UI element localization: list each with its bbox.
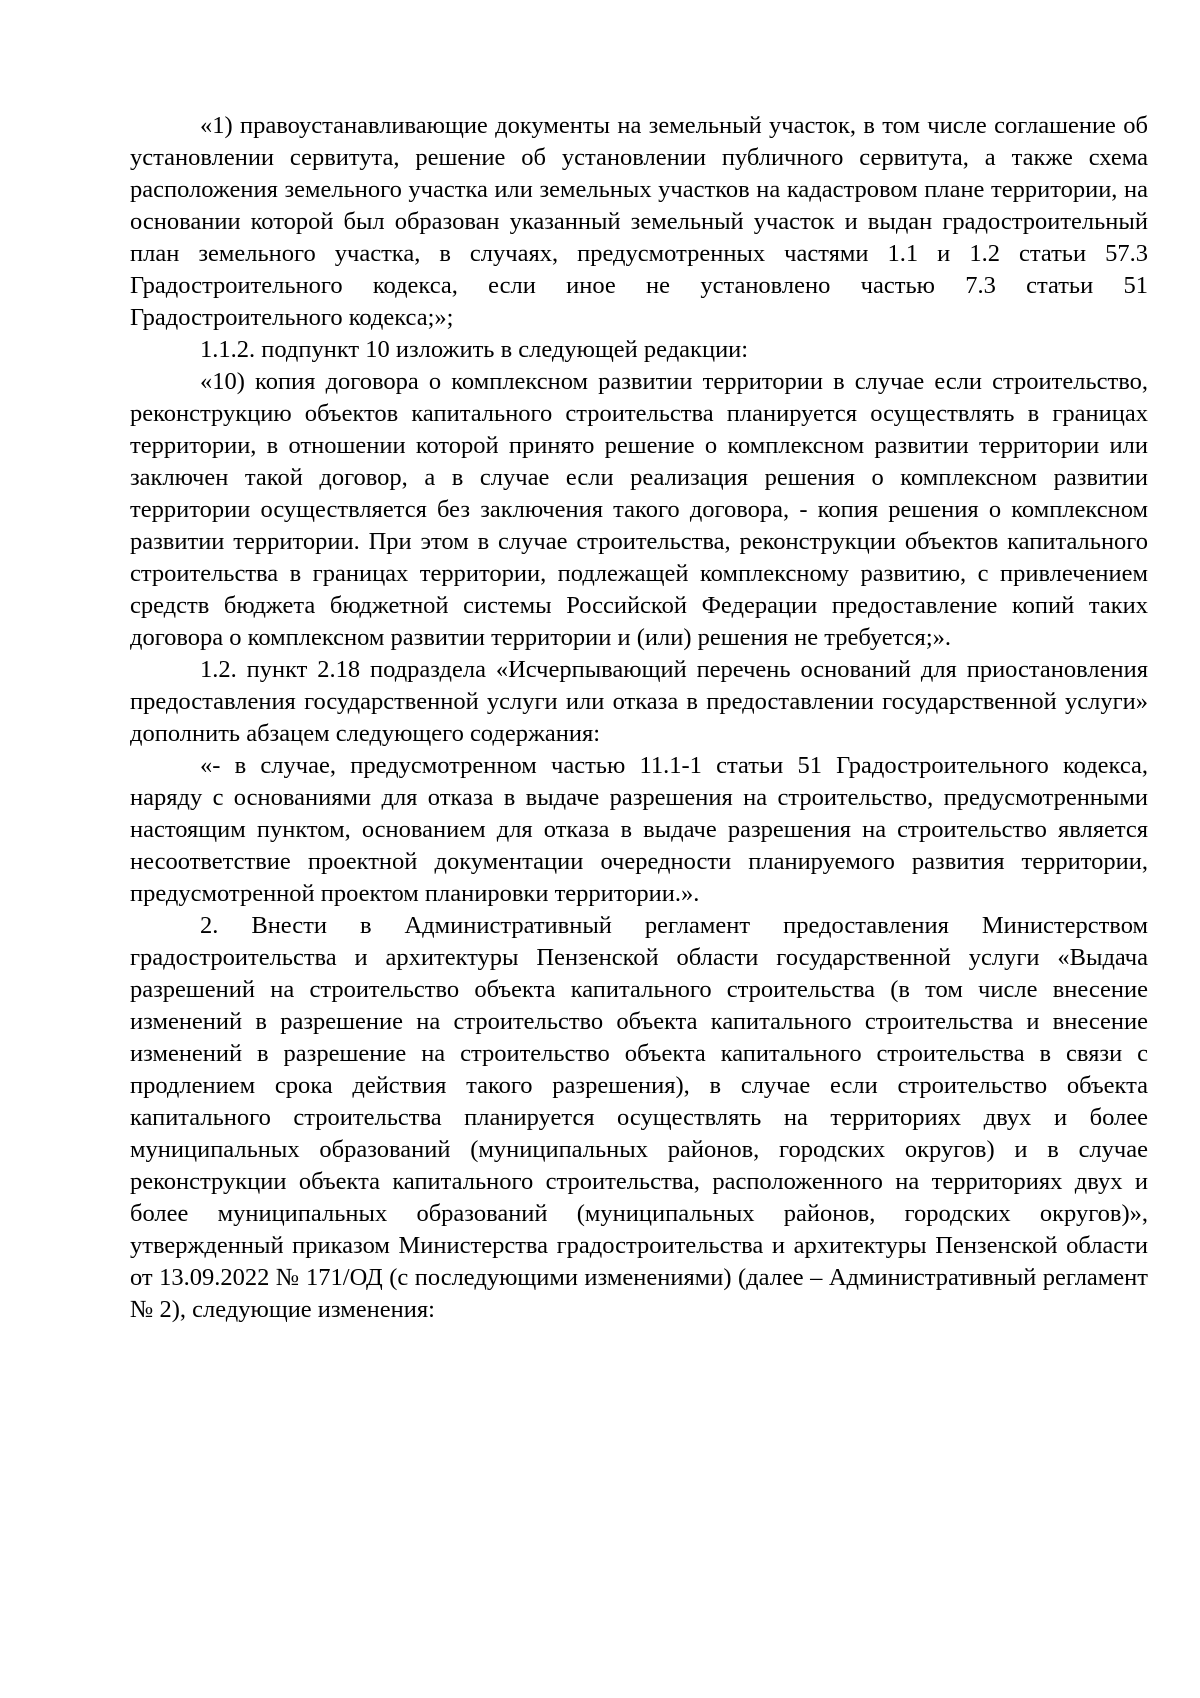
- paragraph-item-2: 2. Внести в Административный регламент предоставления Министерством градостроительства и архитектуры Пензенской области государственной услуги «Выдача разрешений на строительство объекта капитального строительства (в том числе внесение изменений в разрешение на строительство объекта капитального строительства и внесение изменений в разрешение на строительство объекта капитального строительства в связи с продлением срока действия такого разрешения), в случае если строительство объекта капитального строительства планируется осуществлять на территориях двух и более муниципальных образований (муниципальных районов, городских округов) и в случае реконструкции объекта капитального строительства, расположенного на территориях двух и более муниципальных образований (муниципальных районов, городских округов)», утвержденный приказом Министерства градостроительства и архитектуры Пензенской области от 13.09.2022 № 171/ОД (с последующими изменениями) (далее – Административный регламент № 2), следующие изменения:: [130, 912, 1148, 1323]
- paragraph-quoted-addition: «- в случае, предусмотренном частью 11.1-1 статьи 51 Градостроительного кодекса, наряду с основаниями для отказа в выдаче разрешения на строительство, предусмотренными настоящим пунктом, основанием для отказа в выдаче разрешения на строительство является несоответствие проектной документации очередности планируемого развития территории, предусмотренной проектом планировки территории.».: [130, 752, 1148, 907]
- paragraph-item-1-2: 1.2. пункт 2.18 подраздела «Исчерпывающий перечень оснований для приостановления предоставления государственной услуги или отказа в предоставлении государственной услуги» дополнить абзацем следующего содержания:: [130, 656, 1148, 747]
- document-page: [130, 110, 1148, 1326]
- paragraph-item-10: «10) копия договора о комплексном развитии территории в случае если строительство, реконструкцию объектов капитального строительства планируется осуществлять в границах территории, в отношении которой принято решение о комплексном развитии территории или заключен такой договор, а в случае если реализация решения о комплексном развитии территории осуществляется без заключения такого договора, - копия решения о комплексном развитии территории. При этом в случае строительства, реконструкции объектов капитального строительства в границах территории, подлежащей комплексному развитию, с привлечением средств бюджета бюджетной системы Российской Федерации предоставление копий таких договора о комплексном развитии территории и (или) решения не требуется;».: [130, 368, 1148, 651]
- paragraph-item-1-1-2: 1.1.2. подпункт 10 изложить в следующей редакции:: [200, 336, 749, 363]
- paragraph-item-1: «1) правоустанавливающие документы на земельный участок, в том числе соглашение об установлении сервитута, решение об установлении публичного сервитута, а также схема расположения земельного участка или земельных участков на кадастровом плане территории, на основании которой был образован указанный земельный участок и выдан градостроительный план земельного участка, в случаях, предусмотренных частями 1.1 и 1.2 статьи 57.3 Градостроительного кодекса, если иное не установлено частью 7.3 статьи 51 Градостроительного кодекса;»;: [130, 112, 1148, 331]
